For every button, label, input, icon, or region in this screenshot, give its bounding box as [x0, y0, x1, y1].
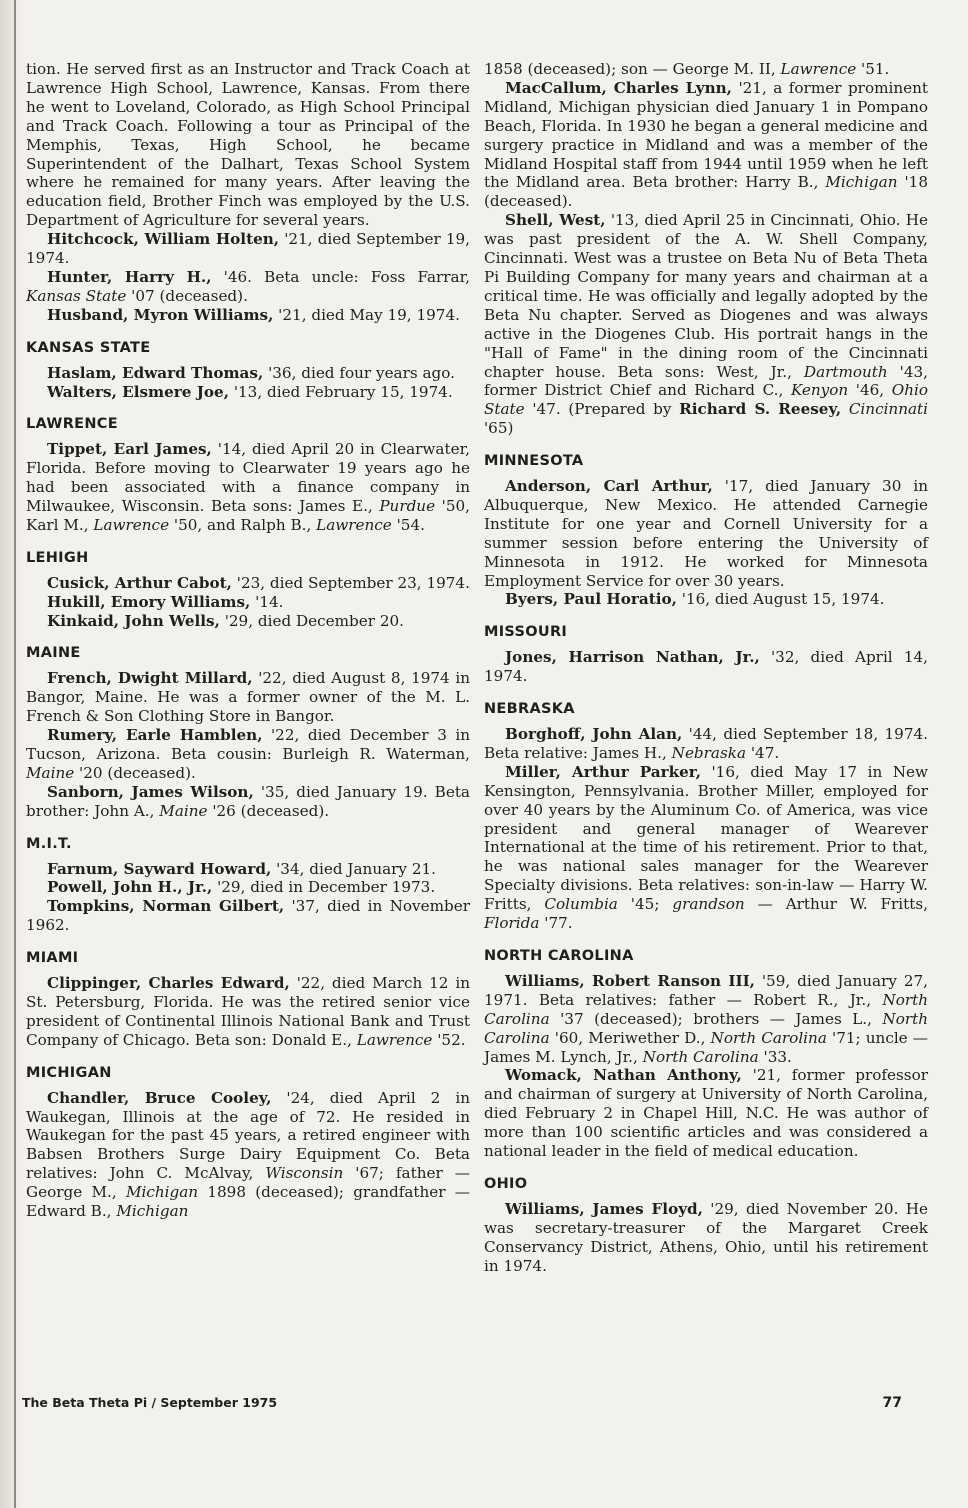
obituary-entry: Cusick, Arthur Cabot, '23, died September 23, 1974.	[47, 573, 470, 592]
section-heading-north-carolina: NORTH CAROLINA	[484, 947, 634, 964]
obituary-entry: Byers, Paul Horatio, '16, died August 15, 1974.	[505, 590, 885, 609]
obituary-entry: French, Dwight Millard, '22, died August 8, 1974 in Bangor, Maine. He was a former owner of the M. L. French & Son Clothing Store in Bangor.	[26, 669, 471, 726]
obituary-entry: Williams, Robert Ranson III, '59, died January 27, 1971. Beta relatives: father — Robert R., Jr., North Carolina '37 (deceased); brothers — James L., North Carolina '60, Meriwether D., North Carolina '71; uncle — James M. Lynch, Jr., North Carolina '33.	[484, 971, 928, 1066]
paragraph-continuation: 1858 (deceased); son — George M. II, Lawrence '51.	[484, 60, 890, 78]
obituary-entry: Sanborn, James Wilson, '35, died January 19. Beta brother: John A., Maine '26 (deceased).	[26, 782, 470, 820]
obituary-entry: Hitchcock, William Holten, '21, died September 19, 1974.	[26, 230, 470, 268]
obituary-entry: Chandler, Bruce Cooley, '24, died April 2 in Waukegan, Illinois at the age of 72. He resided in Waukegan for the past 45 years, a retired engineer with Babsen Brothers Surge Dairy Equipment Co. Beta relatives: John C. McAlvay, Wisconsin '67; father — George M., Michigan 1898 (deceased); grandfather — Edward B., Michigan	[26, 1088, 470, 1221]
obituary-entry: Walters, Elsmere Joe, '13, died February 15, 1974.	[47, 382, 453, 401]
obituary-entry: Anderson, Carl Arthur, '17, died January 30 in Albuquerque, New Mexico. He attended Carnegie Institute for one year and Cornell University for a summer session before entering the University of Minnesota in 1912. He worked for Minnesota Employment Service for over 30 years.	[484, 477, 928, 590]
page-spine-shadow	[0, 0, 22, 1508]
obituary-entry: Tompkins, Norman Gilbert, '37, died in November 1962.	[26, 897, 470, 935]
binding-edge	[14, 0, 16, 1508]
section-heading-nebraska: NEBRASKA	[484, 701, 575, 718]
obituary-entry: Powell, John H., Jr., '29, died in December 1973.	[47, 878, 436, 897]
section-heading-lawrence: LAWRENCE	[26, 416, 118, 433]
obituary-entry: Farnum, Sayward Howard, '34, died January 21.	[47, 859, 436, 878]
paragraph-continuation: tion. He served first as an Instructor and Track Coach at Lawrence High School, Lawrence, Kansas. From there he went to Loveland, Colorado, as High School Principal and Track Coach. Following a tour as Principal of the Memphis, Texas, High School, he became Superintendent of the Dalhart, Texas School System where he remained for many years. After leaving the education field, Brother Finch was employed by the U.S. Department of Agriculture for several years.	[26, 60, 470, 230]
obituary-entry: Clippinger, Charles Edward, '22, died March 12 in St. Petersburg, Florida. He was the retired senior vice president of Continental Illinois National Bank and Trust Company of Chicago. Beta son: Donald E., Lawrence '52.	[26, 974, 470, 1049]
obituary-entry: Husband, Myron Williams, '21, died May 19, 1974.	[47, 305, 460, 324]
obituary-entry: Hukill, Emory Williams, '14.	[47, 592, 284, 611]
obituary-entry: MacCallum, Charles Lynn, '21, a former prominent Midland, Michigan physician died January 1 in Pompano Beach, Florida. In 1930 he began a general medicine and surgery practice in Midland and was a member of the Midland Hospital staff from 1944 until 1959 when he left the Midland area. Beta brother: Harry B., Michigan '18 (deceased).	[484, 78, 928, 211]
section-heading-miami: MIAMI	[26, 950, 79, 967]
section-heading-kansas-state: KANSAS STATE	[26, 339, 151, 356]
obituary-entry: Womack, Nathan Anthony, '21, former professor and chairman of surgery at University of North Carolina, died February 2 in Chapel Hill, N.C. He was author of more than 100 scientific articles and was considered a national leader in the field of medical education.	[484, 1066, 928, 1161]
section-heading-lehigh: LEHIGH	[26, 549, 89, 566]
obituary-entry: Tippet, Earl James, '14, died April 20 in Clearwater, Florida. Before moving to Clearwater 19 years ago he had been associated with a finance company in Milwaukee, Wisconsin. Beta sons: James E., Purdue '50, Karl M., Lawrence '50, and Ralph B., Lawrence '54.	[26, 440, 471, 534]
obituary-entry: Hunter, Harry H., '46. Beta uncle: Foss Farrar, Kansas State '07 (deceased).	[26, 267, 471, 305]
obituary-entry: Rumery, Earle Hamblen, '22, died December 3 in Tucson, Arizona. Beta cousin: Burleigh R. Waterman, Maine '20 (deceased).	[26, 726, 471, 782]
section-heading-missouri: MISSOURI	[484, 624, 568, 641]
obituary-entry: Haslam, Edward Thomas, '36, died four years ago.	[47, 363, 455, 382]
obituary-entry: Jones, Harrison Nathan, Jr., '32, died April 14, 1974.	[484, 648, 928, 686]
left-column	[26, 60, 470, 1221]
section-heading-minnesota: MINNESOTA	[484, 453, 584, 470]
obituary-entry: Miller, Arthur Parker, '16, died May 17 in New Kensington, Pennsylvania. Brother Miller, employed for over 40 years by the Aluminum Co. of America, was vice president and general manager of Wearever International at the time of his retirement. Prior to that, he was national sales manager for the Wearever Specialty divisions. Beta relatives: son-in-law — Harry W. Fritts, Columbia '45; grandson — Arthur W. Fritts, Florida '77.	[484, 762, 928, 933]
journal-title: The Beta Theta Pi / September 1975	[22, 1395, 278, 1410]
section-heading-ohio: OHIO	[484, 1175, 528, 1192]
obituary-entry: Borghoff, John Alan, '44, died September 18, 1974. Beta relative: James H., Nebraska '47.	[484, 725, 929, 762]
obituary-entry: Williams, James Floyd, '29, died November 20. He was secretary-treasurer of the Margaret Creek Conservancy District, Athens, Ohio, until his retirement in 1974.	[484, 1199, 928, 1275]
page-number: 77	[882, 1395, 902, 1411]
section-heading-michigan: MICHIGAN	[26, 1064, 112, 1081]
section-heading-mit: M.I.T.	[26, 835, 72, 852]
page-footer	[22, 1395, 902, 1410]
obituary-entry: Shell, West, '13, died April 25 in Cincinnati, Ohio. He was past president of the A. W. Shell Company, Cincinnati. West was a trustee on Beta Nu of Beta Theta Pi Building Company for many years and chairman at a critical time. He was officially and legally adopted by the Beta Nu chapter. Served as Diogenes and was always active in the Diogenes Club. His portrait hangs in the "Hall of Fame" in the dining room of the Cincinnati chapter house. Beta sons: West, Jr., Dartmouth '43, former District Chief and Richard C., Kenyon '46, Ohio State '47. (Prepared by Richard S. Reesey, Cincinnati '65)	[484, 211, 929, 438]
right-column	[484, 60, 928, 1275]
obituary-entry: Kinkaid, John Wells, '29, died December 20.	[47, 611, 405, 630]
section-heading-maine: MAINE	[26, 645, 81, 662]
